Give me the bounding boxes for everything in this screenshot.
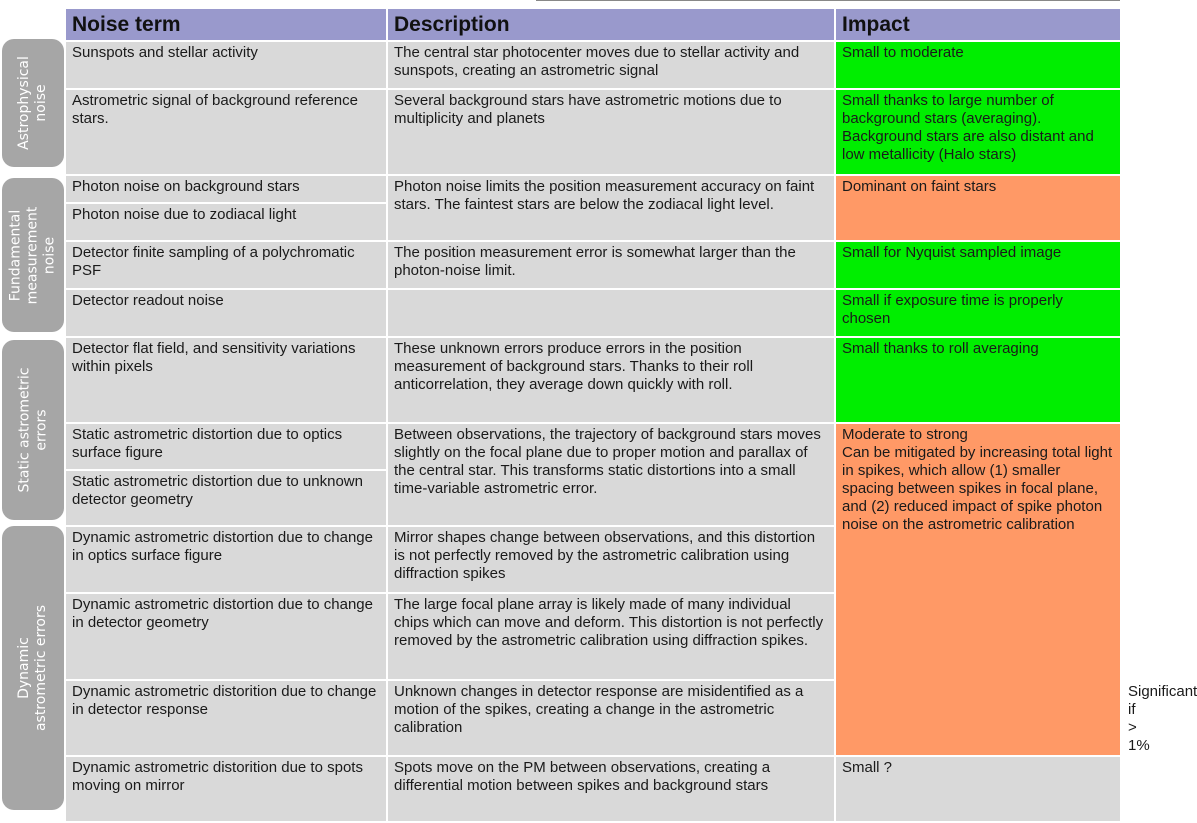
header-description: Description xyxy=(387,8,835,41)
noise-term-cell: Photon noise due to zodiacal light xyxy=(65,203,387,241)
category-column xyxy=(0,0,66,816)
category-static-astrometric-errors xyxy=(2,340,64,520)
description-cell: Photon noise limits the position measurement accuracy on faint stars. The faintest stars are below the zodiacal light level. xyxy=(387,175,835,241)
noise-term-cell: Sunspots and stellar activity xyxy=(65,41,387,89)
noise-term-cell: Dynamic astrometric distortion due to change in detector geometry xyxy=(65,593,387,680)
impact-cell: Small to moderate xyxy=(835,41,1121,89)
table-row xyxy=(65,423,1121,470)
category-label: Fundamental measurement noise xyxy=(7,206,58,304)
impact-cell: Small for Nyquist sampled image xyxy=(835,241,1121,289)
impact-cell: Small ? xyxy=(835,756,1121,822)
noise-term-cell: Detector flat field, and sensitivity variations within pixels xyxy=(65,337,387,423)
impact-cell: Small if exposure time is properly chosen xyxy=(835,289,1121,337)
category-astrophysical-noise xyxy=(2,39,64,167)
noise-term-cell: Detector finite sampling of a polychromatic PSF xyxy=(65,241,387,289)
description-cell: These unknown errors produce errors in the position measurement of background stars. Thanks to their roll anticorrelation, they average down quickly with roll. xyxy=(387,337,835,423)
noise-table xyxy=(64,7,1197,823)
category-dynamic-astrometric-errors xyxy=(2,526,64,810)
category-label: Static astrometric errors xyxy=(16,367,50,493)
impact-cell: Moderate to strong Can be mitigated by increasing total light in spikes, which allow (1) smaller spacing between spikes in focal plane, and (2) reduced impact of spike photon noise on the astrometric calibration xyxy=(835,423,1121,756)
description-cell: Unknown changes in detector response are misidentified as a motion of the spikes, creating a change in the astrometric calibration xyxy=(387,680,835,756)
description-cell: Mirror shapes change between observations, and this distortion is not perfectly removed by the astrometric calibration using diffraction spikes xyxy=(387,526,835,593)
description-cell: The central star photocenter moves due to stellar activity and sunspots, creating an astrometric signal xyxy=(387,41,835,89)
header-noise-term: Noise term xyxy=(65,8,387,41)
description-cell: The large focal plane array is likely made of many individual chips which can move and deform. This distortion is not perfectly removed by the astrometric calibration using diffraction spikes. xyxy=(387,593,835,680)
table-row xyxy=(65,41,1121,89)
table-header-row xyxy=(65,8,1121,41)
impact-cell: Small thanks to roll averaging xyxy=(835,337,1121,423)
category-fundamental-measurement-noise xyxy=(2,178,64,332)
table-row xyxy=(65,337,1121,423)
top-rule xyxy=(536,0,1120,1)
category-label: Dynamic astrometric errors xyxy=(16,604,50,732)
table-row xyxy=(65,241,1121,289)
impact-cell: Dominant on faint stars xyxy=(835,175,1121,241)
noise-term-cell: Static astrometric distortion due to unknown detector geometry xyxy=(65,470,387,526)
impact-cell: Small thanks to large number of background stars (averaging). Background stars are also distant and low metallicity (Halo stars) xyxy=(835,89,1121,175)
noise-term-cell: Astrometric signal of background reference stars. xyxy=(65,89,387,175)
header-impact: Impact xyxy=(835,8,1121,41)
noise-term-cell: Dynamic astrometric distortion due to change in optics surface figure xyxy=(65,526,387,593)
table-row xyxy=(65,289,1121,337)
table-row xyxy=(65,175,1121,203)
table-row: Dynamic astrometric distorition due to change in detector response Unknown changes in detector response are misidentified as a motion of the spikes, creating a change in the astrometric calibration Significant if > 1% xyxy=(65,680,1121,756)
noise-term-cell: Dynamic astrometric distorition due to spots moving on mirror xyxy=(65,756,387,822)
category-label: Astrophysical noise xyxy=(16,56,49,150)
description-cell: The position measurement error is somewhat larger than the photon-noise limit. xyxy=(387,241,835,289)
table-row xyxy=(65,89,1121,175)
noise-term-cell: Static astrometric distortion due to optics surface figure xyxy=(65,423,387,470)
noise-term-cell: Detector readout noise xyxy=(65,289,387,337)
noise-term-cell: Photon noise on background stars xyxy=(65,175,387,203)
description-cell: Between observations, the trajectory of background stars moves slightly on the focal plane due to proper motion and parallax of the central star. This transforms static distortions into a small time-variable astrometric error. xyxy=(387,423,835,526)
description-cell: Spots move on the PM between observations, creating a differential motion between spikes and background stars xyxy=(387,756,835,822)
description-cell xyxy=(387,289,835,337)
description-cell: Several background stars have astrometric motions due to multiplicity and planets xyxy=(387,89,835,175)
noise-term-cell: Dynamic astrometric distorition due to change in detector response xyxy=(65,680,387,756)
table-row xyxy=(65,756,1121,822)
